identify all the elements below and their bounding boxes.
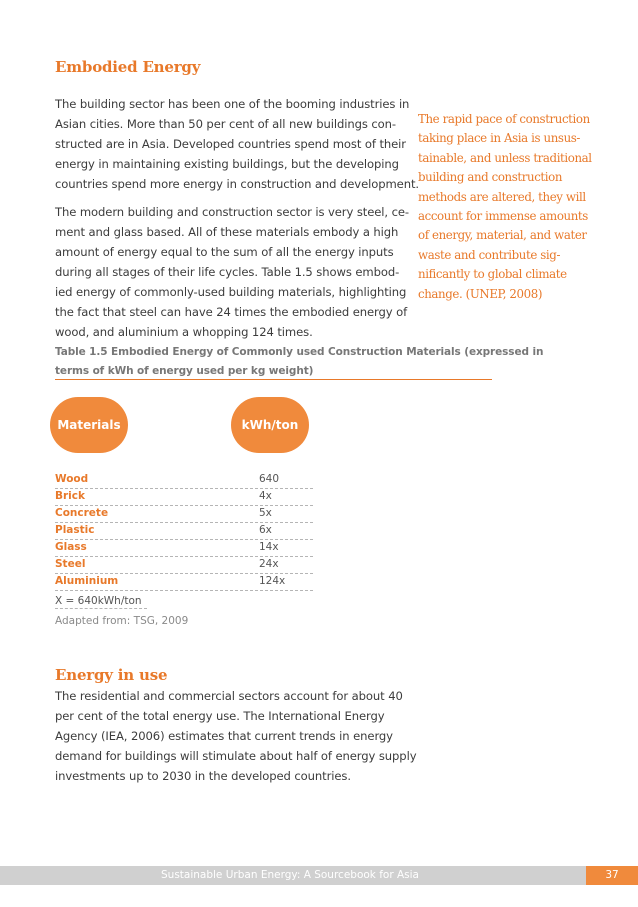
quote-line: tainable, and unless traditional [418, 150, 592, 165]
page-number: 37 [586, 866, 638, 885]
material-value: 24x [259, 558, 279, 570]
column-header-kwh-ton: kWh/ton [231, 397, 309, 453]
paragraph-building-sector [55, 94, 419, 194]
table-row [55, 472, 313, 489]
table-row [55, 540, 313, 557]
text-line: ied energy of commonly-used building materials, highlighting [55, 285, 407, 299]
quote-line: nificantly to global climate [418, 267, 567, 282]
text-line: countries spend more energy in construction and development. [55, 177, 419, 191]
quote-line: account for immense amounts [418, 209, 588, 224]
text-line: investments up to 2030 in the developed countries. [55, 769, 351, 783]
table-row [55, 557, 313, 574]
footer-title: Sustainable Urban Energy: A Sourcebook for Asia [161, 869, 419, 881]
text-line: energy in maintaining existing buildings, but the developing [55, 157, 399, 171]
quote-line: taking place in Asia is unsus- [418, 131, 581, 146]
material-value: 124x [259, 575, 286, 587]
table-row [55, 574, 313, 591]
text-line: per cent of the total energy use. The International Energy [55, 709, 385, 723]
quote-line: methods are altered, they will [418, 189, 586, 204]
text-line: Asian cities. More than 50 per cent of all new buildings con- [55, 117, 396, 131]
table-row [55, 489, 313, 506]
material-name: Aluminium [55, 575, 119, 587]
quote-line: waste and contribute sig- [418, 247, 561, 262]
material-name: Steel [55, 558, 86, 570]
material-name: Concrete [55, 507, 109, 519]
material-name: Wood [55, 473, 89, 485]
material-value: 640 [259, 473, 280, 485]
quote-line: change. (UNEP, 2008) [418, 286, 543, 301]
material-name: Glass [55, 541, 87, 553]
table-row [55, 506, 313, 523]
materials-table [55, 472, 313, 592]
page-footer [0, 866, 638, 885]
text-line: during all stages of their life cycles. Table 1.5 shows embod- [55, 265, 400, 279]
material-value: 6x [259, 524, 272, 536]
pull-quote [418, 110, 592, 304]
paragraph-energy-use [55, 686, 416, 786]
text-line: structed are in Asia. Developed countries spend most of their [55, 137, 406, 151]
text-line: amount of energy equal to the sum of all the energy inputs [55, 245, 394, 259]
text-line: ment and glass based. All of these materials embody a high [55, 225, 399, 239]
material-value: 5x [259, 507, 272, 519]
text-line: wood, and aluminium a whopping 124 times. [55, 325, 313, 339]
text-line: Agency (IEA, 2006) estimates that current trends in energy [55, 729, 393, 743]
table-source: Adapted from: TSG, 2009 [55, 615, 189, 627]
column-header-materials: Materials [50, 397, 128, 453]
text-line: the fact that steel can have 24 times the embodied energy of [55, 305, 408, 319]
section-heading-embodied-energy: Embodied Energy [55, 58, 201, 76]
text-line: The modern building and construction sector is very steel, ce- [55, 205, 409, 219]
material-value: 4x [259, 490, 272, 502]
text-line: demand for buildings will stimulate about half of energy supply [55, 749, 417, 763]
table-row [55, 523, 313, 540]
quote-line: of energy, material, and water [418, 228, 587, 243]
quote-line: The rapid pace of construction [418, 112, 590, 126]
material-name: Plastic [55, 524, 95, 536]
caption-line: terms of kWh of energy used per kg weight) [55, 365, 314, 377]
section-heading-energy-in-use: Energy in use [55, 666, 168, 684]
paragraph-construction-materials [55, 202, 409, 342]
caption-line: Table 1.5 Embodied Energy of Commonly used Construction Materials (expressed in [55, 346, 544, 358]
text-line: The building sector has been one of the booming industries in [55, 97, 410, 111]
table-footnote: X = 640kWh/ton [55, 595, 147, 609]
table-caption [55, 343, 543, 381]
caption-underline [55, 379, 492, 380]
material-name: Brick [55, 490, 85, 502]
material-value: 14x [259, 541, 279, 553]
text-line: The residential and commercial sectors account for about 40 [55, 689, 403, 703]
quote-line: building and construction [418, 170, 563, 185]
